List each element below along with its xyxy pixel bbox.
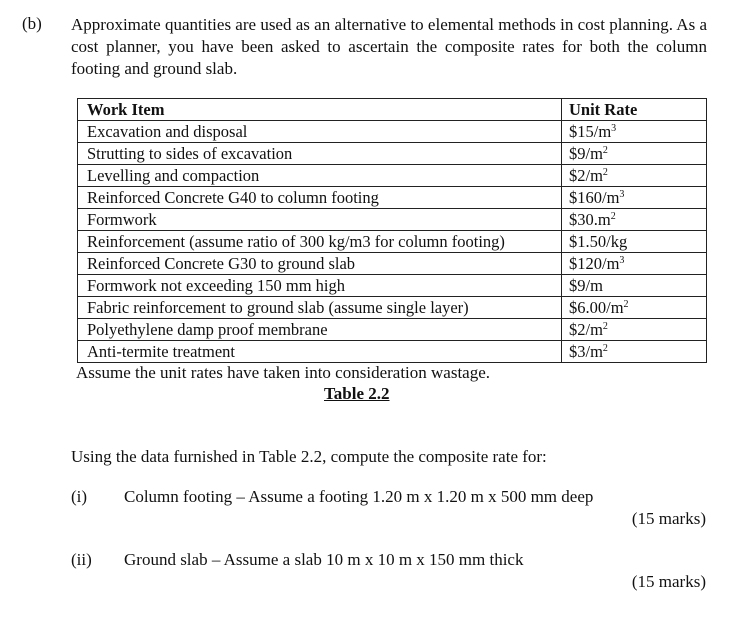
table-row <box>78 165 707 187</box>
unit-rate-cell <box>562 187 707 209</box>
unit-rate-value: $2/m <box>569 319 603 339</box>
work-item-cell: Fabric reinforcement to ground slab (assume single layer) <box>78 297 562 319</box>
unit-exponent: 3 <box>611 122 617 134</box>
unit-rate-cell <box>562 341 707 363</box>
unit-rate-value: $9/m <box>569 275 603 295</box>
unit-exponent: 2 <box>602 342 608 354</box>
unit-rate-cell <box>562 275 707 297</box>
table-row <box>78 187 707 209</box>
wastage-note: Assume the unit rates have taken into consideration wastage. <box>76 363 491 382</box>
unit-rate-value: $15/m <box>569 121 612 141</box>
unit-rate-value: $6.00/m <box>569 297 624 317</box>
unit-exponent: 3 <box>619 188 625 200</box>
unit-rate-value: $160/m <box>569 187 620 207</box>
question-marks: (15 marks) <box>631 572 706 591</box>
table-row <box>78 209 707 231</box>
work-item-cell: Reinforced Concrete G30 to ground slab <box>78 253 562 275</box>
unit-rate-value: $1.50/kg <box>569 231 628 251</box>
table-header-row <box>78 99 707 121</box>
question-text: Column footing – Assume a footing 1.20 m x 1.20 m x 500 mm deep <box>124 487 594 506</box>
unit-rate-cell <box>562 165 707 187</box>
unit-rate-cell <box>562 231 707 253</box>
unit-rate-cell <box>562 143 707 165</box>
question-text: Ground slab – Assume a slab 10 m x 10 m x 150 mm thick <box>124 550 524 569</box>
unit-rate-cell <box>562 319 707 341</box>
question-number: (ii) <box>71 550 92 569</box>
table-row <box>78 275 707 297</box>
table-row <box>78 121 707 143</box>
table-row <box>78 253 707 275</box>
work-item-cell: Formwork <box>78 209 562 231</box>
work-item-cell: Formwork not exceeding 150 mm high <box>78 275 562 297</box>
work-item-cell: Reinforced Concrete G40 to column footing <box>78 187 562 209</box>
part-label: (b) <box>22 14 42 33</box>
unit-rate-value: $3/m <box>569 341 603 361</box>
unit-exponent: 2 <box>623 298 629 310</box>
unit-exponent: 3 <box>619 254 625 266</box>
question-number: (i) <box>71 487 88 506</box>
table-caption: Table 2.2 <box>324 384 390 403</box>
work-item-cell: Reinforcement (assume ratio of 300 kg/m3 for column footing) <box>78 231 562 253</box>
intro-paragraph: Approximate quantities are used as an alternative to elemental methods in cost planning. As a cost planner, you have been asked to ascertain the composite rates for both the column footing and ground slab. <box>71 15 707 78</box>
table-row <box>78 341 707 363</box>
work-item-cell: Excavation and disposal <box>78 121 562 143</box>
question-instruction: Using the data furnished in Table 2.2, compute the composite rate for: <box>71 447 547 466</box>
table-row <box>78 297 707 319</box>
unit-exponent: 2 <box>602 144 608 156</box>
work-item-cell: Anti-termite treatment <box>78 341 562 363</box>
unit-rate-table <box>77 98 707 363</box>
work-item-cell: Strutting to sides of excavation <box>78 143 562 165</box>
unit-rate-value: $30.m <box>569 209 611 229</box>
unit-rate-value: $2/m <box>569 165 603 185</box>
unit-rate-cell <box>562 121 707 143</box>
unit-rate-cell <box>562 253 707 275</box>
unit-rate-cell <box>562 297 707 319</box>
unit-rate-value: $9/m <box>569 143 603 163</box>
work-item-cell: Levelling and compaction <box>78 165 562 187</box>
work-item-cell: Polyethylene damp proof membrane <box>78 319 562 341</box>
unit-rate-value: $120/m <box>569 253 620 273</box>
unit-rate-cell <box>562 209 707 231</box>
unit-exponent: 2 <box>602 166 608 178</box>
table-row <box>78 319 707 341</box>
header-unit-rate: Unit Rate <box>562 99 707 121</box>
question-marks: (15 marks) <box>631 509 706 528</box>
unit-exponent: 2 <box>602 320 608 332</box>
header-work-item: Work Item <box>78 99 562 121</box>
table-row <box>78 231 707 253</box>
unit-exponent: 2 <box>610 210 616 222</box>
table-row <box>78 143 707 165</box>
